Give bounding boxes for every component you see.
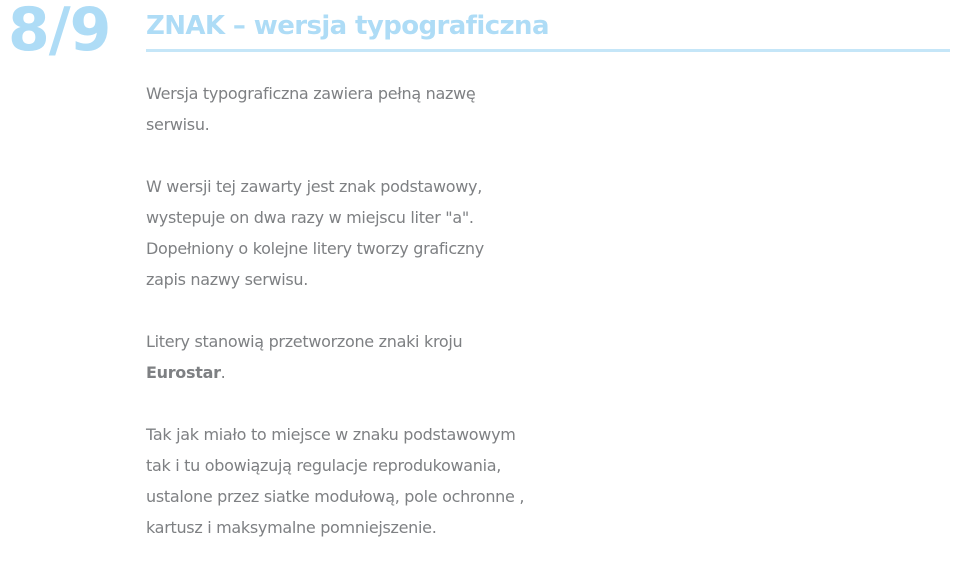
title-underline [146, 49, 950, 52]
text-line: Tak jak miało to miejsce w znaku podstawowym [146, 425, 516, 444]
text-line: Dopełniony o kolejne litery tworzy graficzny [146, 239, 484, 258]
content-body [146, 78, 746, 574]
page-title: ZNAK – wersja typograficzna [146, 11, 549, 41]
typeface-line [146, 357, 746, 388]
paragraph-regulations [146, 419, 746, 543]
page-number: 8/9 [8, 0, 111, 65]
text-line: kartusz i maksymalne pomniejszenie. [146, 518, 437, 537]
paragraph-typeface [146, 326, 746, 388]
text-line: Wersja typograficzna zawiera pełną nazwę [146, 84, 476, 103]
text-line: Litery stanowią przetworzone znaki kroju [146, 332, 463, 351]
text-line: wystepuje on dwa razy w miejscu liter "a". [146, 208, 474, 227]
text-line: ustalone przez siatke modułową, pole ochronne , [146, 487, 525, 506]
text-line: tak i tu obowiązują regulacje reprodukowania, [146, 456, 502, 475]
typeface-name: Eurostar [146, 363, 221, 382]
paragraph-description [146, 171, 746, 295]
text-line: W wersji tej zawarty jest znak podstawowy, [146, 177, 482, 196]
typeface-suffix: . [220, 363, 226, 382]
paragraph-intro [146, 78, 746, 140]
text-line: serwisu. [146, 115, 210, 134]
text-line: zapis nazwy serwisu. [146, 270, 309, 289]
